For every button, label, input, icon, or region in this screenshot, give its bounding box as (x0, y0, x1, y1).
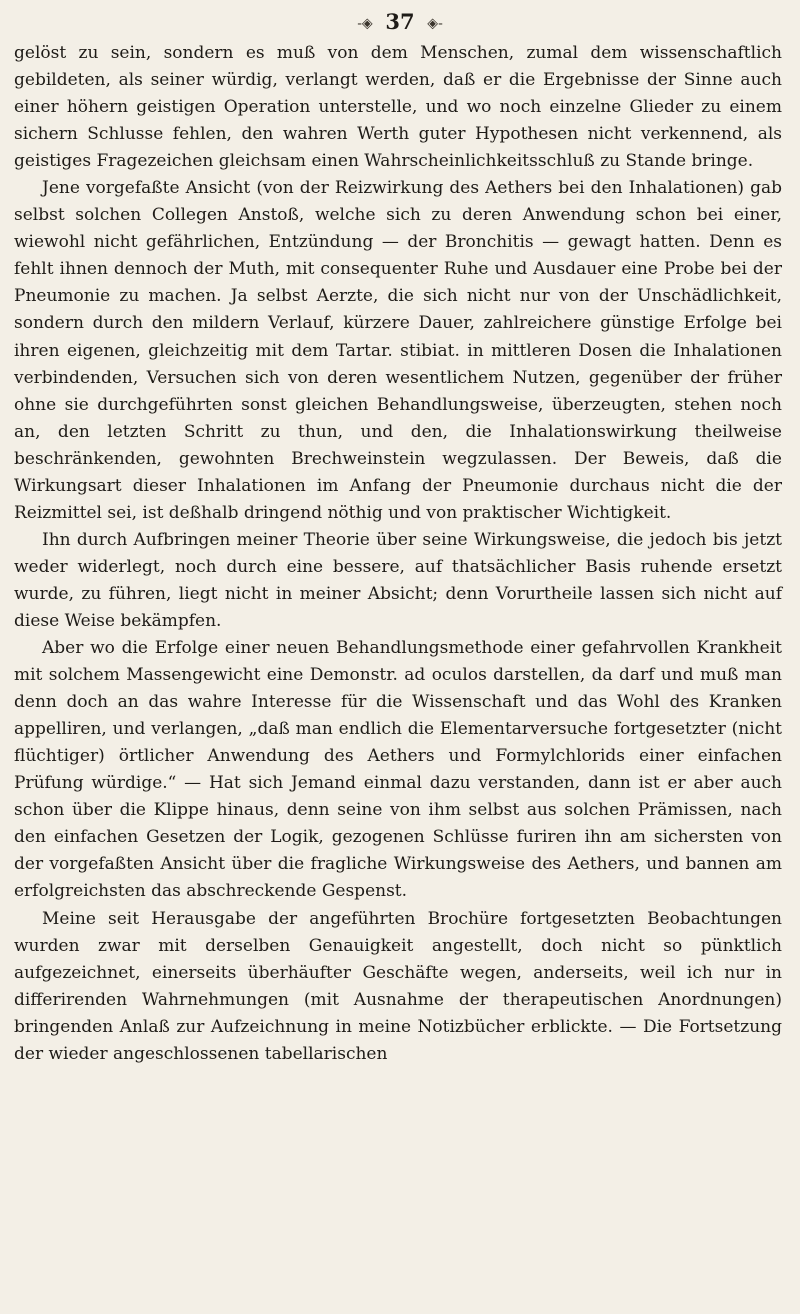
paragraph: Meine seit Herausgabe der angeführten Brochüre fortgesetzten Beobachtungen wurden zwar mit derselben Genauigkeit angestellt, doch nicht so pünktlich aufgezeichnet, einerseits überhäufter Geschäfte wegen, anderseits, weil ich nur in differirenden Wahrnehmungen (mit Ausnahme der therapeutischen Anordnungen) bringenden Anlaß zur Aufzeichnung in meine Notizbücher erblickte. — Die Fortsetzung der wieder angeschlossenen tabellarischen (14, 908, 782, 1064)
paragraph: Jene vorgefaßte Ansicht (von der Reizwirkung des Aethers bei den Inhalationen) gab selbst solchen Collegen Anstoß, welche sich zu deren Anwendung schon bei einer, wiewohl nicht gefährlichen, Entzündung — der Bronchitis — gewagt hatten. Denn es fehlt ihnen dennoch der Muth, mit consequenter Ruhe und Ausdauer eine Probe bei der Pneumonie zu machen. Ja selbst Aerzte, die sich nicht nur von der Unschädlichkeit, sondern durch den mildern Verlauf, kürzere Dauer, zahlreichere günstige Erfolge bei ihren eigenen, gleichzeitig mit dem Tartar. stibiat. in mittleren Dosen die Inhalationen verbindenden, Versuchen sich von deren wesentlichem Nutzen, gegenüber der früher ohne sie durchgeführten sonst gleichen Behandlungsweise, überzeugten, stehen noch an, den letzten Schritt zu thun, und den, die Inhalationswirkung theilweise beschränkenden, gewohnten Brechweinstein wegzulassen. Der Beweis, daß die Wirkungsart dieser Inhalationen im Anfang der Pneumonie durchaus nicht die der Reizmittel sei, ist deßhalb dringend nöthig und von praktischer Wichtigkeit. (14, 178, 782, 523)
paragraph: Ihn durch Aufbringen meiner Theorie über seine Wirkungsweise, die jedoch bis jetzt weder widerlegt, noch durch eine bessere, auf thatsächlicher Basis ruhende ersetzt wurde, zu führen, liegt nicht in meiner Absicht; denn Vorurtheile lassen sich nicht auf diese Weise bekämpfen. (14, 529, 782, 631)
paragraph: gelöst zu sein, sondern es muß von dem Menschen, zumal dem wissenschaftlich gebildeten, als seiner würdig, verlangt werden, daß er die Ergebnisse der Sinne auch einer höhern geistigen Operation unterstelle, und wo noch einzelne Glieder zu einem sichern Schlusse fehlen, den wahren Werth guter Hypothesen nicht verkennend, als geistiges Fragezeichen gleichsam einen Wahrscheinlichkeitsschluß zu Stande bringe. (14, 43, 782, 172)
paragraph: Aber wo die Erfolge einer neuen Behandlungsmethode einer gefahrvollen Krankheit mit solchem Massengewicht eine Demonstr. ad oculos darstellen, da darf und muß man denn doch an das wahre Interesse für die Wissenschaft und das Wohl des Kranken appelliren, und verlangen, „daß man endlich die Elementarversuche fortgesetzter (nicht flüchtiger) örtlicher Anwendung des Aethers und Formylchlorids einer einfachen Prüfung würdige.“ — Hat sich Jemand einmal dazu verstanden, dann ist er aber auch schon über die Klippe hinaus, denn seine von ihm selbst aus solchen Prämissen, nach den einfachen Gesetzen der Logik, gezogenen Schlüsse furiren ihn am sichersten von der vorgefaßten Ansicht über die fragliche Wirkungsweise des Aethers, und bannen am erfolgreichsten das abschreckende Gespenst. (14, 638, 782, 902)
ornament-left-icon: -◈ (357, 15, 373, 32)
page-number: 37 (385, 9, 415, 34)
ornament-right-icon: ◈- (427, 15, 443, 32)
page-header (0, 8, 800, 36)
body-text (14, 40, 782, 1068)
